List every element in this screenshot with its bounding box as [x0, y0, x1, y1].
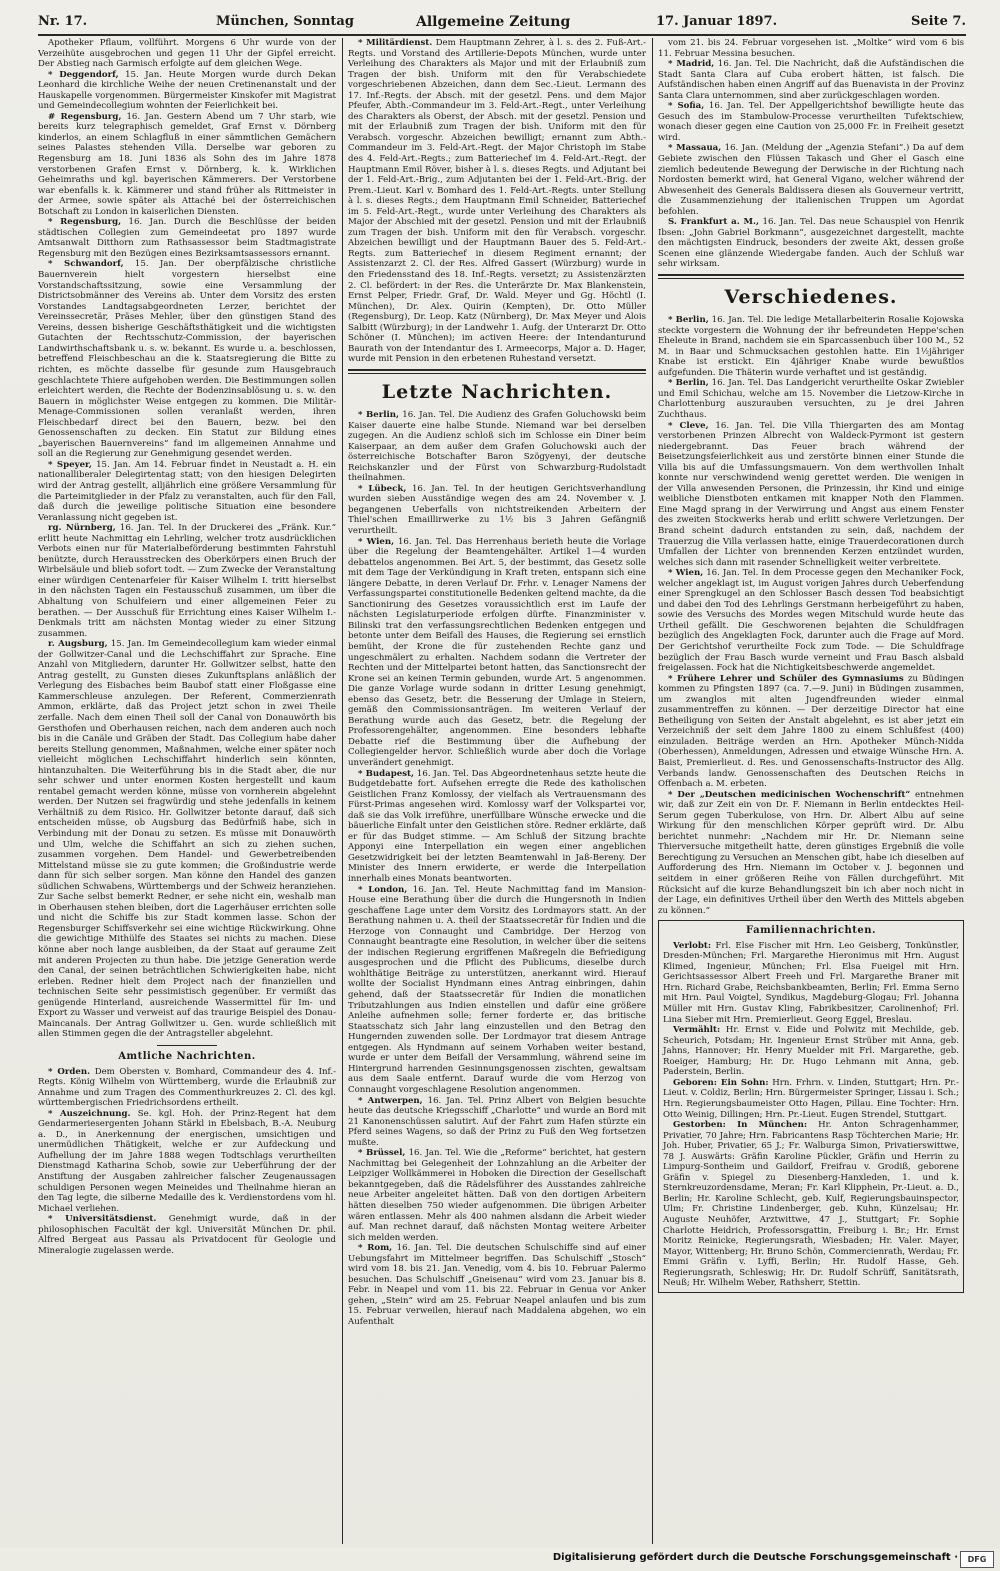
- article-dateline: * Sofia,: [668, 101, 705, 112]
- article-dateline: * Berlin,: [668, 315, 709, 326]
- article-dateline: * Schwandorf,: [48, 259, 124, 270]
- article-paragraph: [658, 315, 964, 378]
- article-paragraph: [658, 568, 964, 673]
- article-dateline: * Berlin,: [358, 409, 400, 420]
- article-text: 16. Jan. Tel. Die ledige Metallarbeiterin Rosalie Kojowska steckte vorgestern die Wohnung der ihr befreundeten Heppe'schen Eheleute in Brand, nachdem sie ein Sparcassenbuch über 100 M., 52 M. in Baar und Schmucksachen gestohlen hatte. Ein 1½jähriger Knabe ist erstickt. Ein 4jähriger Knabe wurde bewußtlos aufgefunden. Die Thäterin wurde verhaftet und ist geständig.: [658, 315, 964, 378]
- article-dateline: * Frühere Lehrer und Schüler des Gymnasiums: [668, 673, 904, 684]
- article-dateline: * Rom,: [358, 1243, 393, 1254]
- article-text: Genehmigt wurde, daß in der philosophischen Facultät der kgl. Universität München Dr. phil. Alfred Bergeat aus Passau als Privatdocent für Geologie und Mineralogie zugelassen werde.: [38, 1214, 336, 1256]
- article-text: 16. Jan. Durch die Beschlüsse der beiden städtischen Collegien zum Gemeindeetat pro 1897 wurde Amtsanwalt Ditthorn zum Rathsassessor beim Stadtmagistrate Regensburg mit den Bezügen eines Bezirksamtsassessors ernannt.: [38, 217, 336, 259]
- article-dateline: Vermählt:: [673, 1025, 721, 1036]
- article-text: 16. Jan. Tel. In dem Processe gegen den Mechaniker Fock, welcher angeklagt ist, im August vorigen Jahres durch Ueberfendung einer Sprengkugel an den Schlosser Basch dessen Tod beabsichtigt und dabei den Tod des Lehrlings Gerstmann herbeigeführt zu haben, sowie des Versuchs des Mordes wegen Mitschuld wurde heute das Urtheil gefällt. Die Geschworenen bejahten die Schuldfragen bezüglich des Angeklagten Fock, darunter auch die Frage auf Mord. Der Gerichtshof verurtheilte Fock zum Tode. — Die Schuldfrage bezüglich der Frau Basch wurde verneint und Frau Basch alsbald freigelassen. Fock hat die Nichtigkeitsbeschwerde angemeldet.: [658, 568, 964, 674]
- article-text: Hrn. Frhrn. v. Linden, Stuttgart; Hrn. Pr.-Lieut. v. Coldiz, Berlin; Hrn. Bürgermeister Springer, Lissau i. Sch.; Hrn. Regierungsbaumeister Otto Hagen, Pillau. Eine Tochter: Hrn. Otto Weinig, Dillingen; Hrn. Pr.-Lieut. Eugen Strendel, Stuttgart.: [663, 1077, 959, 1120]
- article-dateline: Gestorben: In München:: [673, 1120, 808, 1131]
- article-paragraph: [663, 941, 959, 1025]
- article-paragraph: [658, 38, 964, 59]
- article-paragraph: [38, 523, 336, 639]
- article-paragraph: [348, 1243, 646, 1327]
- article-text: 16. Jan. Tel. Die Nachricht, daß die Aufständischen die Stadt Santa Clara auf Cuba erobert hätten, ist falsch. Die Aufständischen haben einen Angriff auf das Buenavista in der Provinz Santa Clara unternommen, sind aber zurückgeschlagen worden.: [658, 59, 964, 101]
- article-dateline: * Brüssel,: [358, 1148, 406, 1159]
- article-dateline: * Antwerpen,: [358, 1095, 423, 1106]
- article-text: Hr. Ernst v. Eide und Polwitz mit Mechilde, geb. Scheurich, Potsdam; Hr. Ingenieur Ernst Strüber mit Anna, geb. Jahns, Hannover; Hr. Henry Muelder mit Frl. Margarethe, geb. Roeiger, Hamburg; Hr. Dr. Hugo Lehmann mit Anna, geb. Paderstein, Berlin.: [663, 1025, 960, 1078]
- article-text: vom 21. bis 24. Februar vorgesehen ist. „Moltke“ wird vom 6 bis 11. Februar Messina besuchen.: [658, 38, 964, 59]
- article-paragraph: [658, 421, 964, 569]
- article-text: 16. Jan. Tel. Die deutschen Schulschiffe sind auf einer Uebungsfahrt im Mittelmeer begriffen. Das Schulschiff „Stosch“ wird vom 18. bis 21. Jan. Venedig, vom 4. bis 10. Februar Palermo besuchen. Das Schulschiff „Gneisenau“ wird vom 23. Januar bis 8. Febr. in Neapel und vom 11. bis 22. Februar in Genua vor Anker gehen, „Stein“ wird am 25. Februar Neapel anlaufen und bis zum 15. Februar verweilen, hierauf nach Maddalena abgehen, wo ein Aufenthalt: [348, 1243, 646, 1327]
- column-1: [38, 38, 336, 1546]
- column-divider-1: [342, 38, 343, 1544]
- familien-articles: [663, 941, 959, 1289]
- article-paragraph: [38, 38, 336, 70]
- article-text: 16. Jan. Tel. Die Villa Thiergarten des am Montag verstorbenen Prinzen Albrecht von Waldeck-Pyrmont ist gestern niedergebrannt. Das Feuer brach während der Beisetzungsfeierlichkeit aus und zerstörte binnen einer Stunde die Villa bis auf die Umfassungsmauern. Von dem werthvollen Inhalt konnte nur verschwindend wenig gerettet werden. Die wenigen in der Villa anwesenden Personen, die Prinzessin, ihr Kind und einige weibliche Dienstboten entkamen mit knapper Noth den Flammen. Eine Magd sprang in der Verwirrung und Angst aus einem Fenster des zweiten Stockwerks herab und erlitt schwere Verletzungen. Der Brand scheint dadurch entstanden zu sein, daß, nachdem der Trauerzug die Villa verlassen hatte, einige Trauerdecorationen durch Umfallen der Lichter von brennenden Kerzen entzündet wurden, welches sich dann mit rasender Schnelligkeit weiter verbreitete.: [658, 420, 964, 568]
- issue-date: 17. Januar 1897.: [656, 14, 778, 29]
- column-1-articles: [38, 38, 336, 1040]
- article-dateline: * Deggendorf,: [48, 69, 119, 80]
- article-dateline: * Budapest,: [358, 768, 414, 779]
- article-dateline: * Wien,: [668, 568, 704, 579]
- article-dateline: * Regensburg,: [48, 217, 122, 228]
- article-paragraph: [38, 70, 336, 112]
- article-dateline: * Madrid,: [668, 59, 715, 70]
- article-text: 16. Jan. Tel. Das Herrenhaus berieth heute die Vorlage über die Regelung der Beamtengehälter. Artikel 1—4 wurden debattelos angenommen. Bei Art. 5, der bestimmt, das Gesetz solle mit dem Tage der Verkündigung in Kraft treten, entspann sich eine längere Debatte, in deren Verlauf Dr. Frhr. v. Lenager Namens der Verfassungspartei constitutionelle Bedenken geltend machte, da die Sanctionirung des Gesetzes voraussichtlich erst im Laufe der nächsten Legislaturperiode erfolgen dürfte. Finanzminister v. Bilinski trat den verfassungsrechtlichen Bedenken entgegen und betonte unter dem Beifall des Hauses, die Regierung sei ernstlich bemüht, der Krone die für zustehenden Rechte ganz und ungeschmälert zu erhalten. Nachdem sodann die Vertreter der Rechten und der Mittelpartei betont hatten, das Sanctionsrecht der Krone sei an keinen Termin gebunden, wurde Art. 5 angenommen. Die ganze Vorlage wurde sodann in dritter Lesung genehmigt, ebenso das Gesetz, betr. die Besserung der Umlage in Steiern, gemäß den Commissionsanträgen. Im weiteren Verlauf der Berathung wurde auch das Gesetz, betr. die Regelung der Professorengehälter, angenommen. Eine besonders lebhafte Debatte rief die Bestimmung über die Aufhebung der Collegiengelder hervor. Schließlich wurde aber doch die Vorlage unverändert genehmigt.: [348, 536, 646, 768]
- article-paragraph: [348, 537, 646, 769]
- article-text: 15. Jan. Am 14. Februar findet in Neustadt a. H. ein nationalliberaler Delegirtentag statt; von den hiesigen Delegirten wird der Antrag gestellt, alljährlich eine größere Versammlung für die Parteimitglieder in der Pfalz zu veranstalten, auch für den Fall, daß durch die jeweilige politische Situation eine besondere Veranlassung nicht gegeben ist.: [38, 459, 336, 523]
- article-paragraph: [38, 1067, 336, 1109]
- city-day: München, Sonntag: [216, 14, 354, 29]
- article-paragraph: [38, 1214, 336, 1256]
- article-dateline: # Regensburg,: [48, 111, 122, 122]
- section-rule: [658, 274, 964, 279]
- article-dateline: * Speyer,: [48, 459, 92, 470]
- article-paragraph: [348, 484, 646, 537]
- article-text: Se. kgl. Hoh. der Prinz-Regent hat dem Gendarmeriesergenten Johann Stärkl in Ebelsbach, B.-A. Neuburg a. D., in Anerkennung der energischen, umsichtigen und unermüdlichen Thätigkeit, welche er zur Aufdeckung und Aufhellung der im Jahre 1888 wegen Todtschlags verurtheilten Dienstmagd Katharina Schob, sowie zur Ueberführung der der Anstiftung der Ausgaben zahlreicher falscher Zeugenaussagen schuldigen Personen wegen Meineides und Theilnahme hieran an den Tag legte, die silberne Medaille des k. Verdienstordens vom hl. Michael verliehen.: [38, 1108, 336, 1214]
- article-paragraph: [38, 112, 336, 217]
- article-dateline: r. Augsburg,: [48, 639, 108, 650]
- page-label: Seite 7.: [911, 14, 966, 29]
- section-title-amtlich: Amtliche Nachrichten.: [118, 1050, 256, 1062]
- article-text: entnehmen wir, daß zur Zeit ein von Dr. F. Niemann in Berlin entdecktes Heil-Serum gegen Tuberkulose, von Hrn. Dr. Albert Albu auf seine Wirkung für den menschlichen Körper geprüft wird. Dr. Albu berichtet nunmehr: „Nachdem mir Hr. Dr. Niemann seine Thierversuche mitgetheilt hatte, deren günstiges Ergebniß die volle Berechtigung zu Versuchen an Menschen gibt, habe ich dieselben auf Aufforderung des Hrn. Niemann im October v. J. begonnen und seitdem in einer größeren Reihe von Fällen durchgeführt. Mit Rücksicht auf die kurze Behandlungszeit bin ich aber noch nicht in der Lage, ein definitives Urtheil über den Werth des Mittels abgeben zu können.“: [658, 789, 964, 916]
- article-paragraph: [658, 217, 964, 270]
- column-divider-2: [652, 38, 653, 1544]
- article-text: 16. Jan. Tel. Das Landgericht verurtheilte Oskar Zwiebler und Emil Schichau, welche am 15. November die Lietzow-Kirche in Charlottenburg auszurauben versuchten, zu je drei Jahren Zuchthaus.: [658, 378, 964, 420]
- page-header: [38, 12, 966, 34]
- article-text: 16. Jan. Tel. Die Audienz des Grafen Goluchowski beim Kaiser dauerte eine halbe Stunde. Niemand war bei derselben zugegen. An die Audienz schloß sich im Schlosse ein Diner beim Kaiserpaar, an dem außer dem Grafen Goluchowski auch der österreichische Botschafter Baron Szögyenyi, der deutsche Reichskanzler und der Fürst von Schwarzburg-Rudolstadt theilnahmen.: [348, 409, 646, 484]
- column-3: [658, 38, 964, 1546]
- article-text: 16. Jan. Tel. Das Abgeordnetenhaus setzte heute die Budgetdebatte fort. Aufsehen erregte die Rede des katholischen Geistlichen Franz Komlossy, der vielfach als Vertrauensmann des Fürst-Primas angesehen wird. Komlossy warf der Volkspartei vor, daß sie das Volk irreführe, unerfüllbare Wünsche erwecke und die bäuerliche Einfalt unter den Geistlichen störe. Redner erklärte, daß er für das Budget stimme. — Am Schluß der Sitzung brachte Apponyi eine Interpellation ein wegen einer angeblichen Gesetzwidrigkeit bei der letzten Beamtenwahl in Jaß-Bereny. Der Minister des Innern erwiderte, er werde die Interpellation innerhalb eines Monats beantworten.: [348, 768, 646, 885]
- column-2-articles: [348, 38, 646, 365]
- article-paragraph: [658, 143, 964, 217]
- article-dateline: * Berlin,: [668, 378, 709, 389]
- article-dateline: * Auszeichnung.: [48, 1108, 131, 1119]
- article-paragraph: [348, 38, 646, 365]
- article-text: 16. Jan. Tel. Das neue Schauspiel von Henrik Ibsen: „John Gabriel Borkmann“, ausgezeichnet dargestellt, machte den mächtigsten Eindruck, besonders der zweite Akt, dessen große Scenen eine glänzende Wiedergabe fanden. Auch der Schluß war sehr wirksam.: [658, 217, 964, 270]
- article-dateline: * Lübeck,: [358, 483, 407, 494]
- article-paragraph: [38, 1109, 336, 1214]
- letzte-articles: [348, 410, 646, 1328]
- section-title-verschiedenes: Verschiedenes.: [724, 286, 898, 309]
- issue-number: Nr. 17.: [38, 14, 88, 29]
- article-paragraph: [658, 101, 964, 143]
- article-paragraph: [663, 1078, 959, 1120]
- article-text: 15. Jan. Im Gemeindecollegium kam wieder einmal der Gollwitzer-Canal und die Lechschiffahrt zur Sprache. Eine Anzahl von Mitgliedern, darunter Hr. Gollwitzer selbst, hatte den Antrag gestellt, zu Gunsten dieses Zukunftsplans anläßlich der Verlegung des Eisbaches beim Baubof statt einer Floßgasse eine Kammerschleuse anzulegen. Der Referent, Commerzienrath Ammon, erklärte, daß das Project jetzt schon in zwei Theile zerfalle. Nach dem einen Theil soll der Canal von Donauwörth bis Gersthofen und Oberhausen reichen, nach dem anderen auch noch bis in die Canäle und Gräben der Stadt. Das Collegium habe daher bereits Stellung genommen, Maßnahmen, welche einer später noch vielleicht möglichen Lechschiffahrt hinderlich sein könnten, hintanzuhalten. Die Weiterführung bis in die Stadt aber, die nur sehr schwer und unter enormen Kosten hergestellt und kaum rentabel gemacht werden könne, müsse von vornherein abgelehnt werden. Der Nutzen sei fragwürdig und stehe jedenfalls in keinem Verhältniß zu dem Risico. Hr. Gollwitzer betonte darauf, daß sich entscheiden müsse, ob Augsburg das Bedürfniß habe, sich in Verbindung mit der Donau zu setzen. Es müsse mit Donauwörth und Ulm, welche die Schiffahrt an sich zu ziehen suchen, zusammen vorgehen. Dem Handel- und Gewerbetreibenden Mittelstand müsse sie zu gute kommen; die Großindustrie werde dann für sich selber sorgen. Man könne den Handel des ganzen südlichen Schwabens, Württembergs und der Schweiz heranziehen. Zur Sache selbst bemerkt Redner, er sehe nicht ein, weshalb man in Oberhausen stehen bleiben, dort die Lagerhäuser errichten solle und nicht die Schiffe bis zur Stadt kommen lasse. Schon der Regensburger Schiffsverkehr sei eine wichtige Rückwirkung. Ohne die gewichtige Mithülfe des Staates sei nichts zu machen. Diese könne aber noch lange ausbleiben, da der Staat auf geraume Zeit mit anderen Projecten zu thun habe. Die jetzige Generation werde den Canal, der seinen beträchtlichen Schwierigkeiten habe, nicht erleben. Redner hielt dem Project nach der finanziellen und technischen Seite sehr pessimistisch gegenüber. Er vermißt das genügende Hinterland, ausreichende Wassermittel für Im- und Export zu Wasser und verweist auf das traurige Beispiel des Donau-Maincanals. Der Antrag Gollwitzer u. Gen. wurde schließlich mit allen Stimmen gegen die der Antragsteller abgelehnt.: [38, 639, 336, 1040]
- article-paragraph: [658, 674, 964, 790]
- article-paragraph: [663, 1025, 959, 1078]
- article-dateline: rg. Nürnberg,: [48, 523, 116, 534]
- column-2: [348, 38, 646, 1546]
- verschiedenes-articles: [658, 315, 964, 916]
- article-text: 16. Jan. Tel. Prinz Albert von Belgien besuchte heute das deutsche Kriegsschiff „Charlotte“ und wurde an Bord mit 21 Kanonenschüssen salutirt. Auf der Fahrt zum Hafen stürzte ein Pferd seines Wagens, so daß der Prinz zu Fuß den Weg fortsetzen mußte.: [348, 1095, 646, 1148]
- article-paragraph: [38, 259, 336, 459]
- article-paragraph: [658, 59, 964, 101]
- article-dateline: S. Frankfurt a. M.,: [668, 217, 759, 228]
- amtlich-articles: [38, 1067, 336, 1257]
- article-paragraph: [658, 790, 964, 917]
- article-text: 16. Jan. Gestern Abend um 7 Uhr starb, wie bereits kurz telegraphisch gemeldet, Graf Ernst v. Dörnberg kinderlos, an einem Schlagfluß in einer sämmtlichen Gemächern seines Palastes stehenden Villa. Derselbe war geboren zu Regensburg am 18. Juni 1836 als Sohn des im Jahre 1878 verstorbenen Grafen Ernst v. Dörnberg, k. k. Wirklichen Geheimraths und kgl. bayerischen Kämmerers. Der Verstorbene war ebenfalls k. k. Kämmerer und stand früher als Rittmeister in der Armee, sowie später als Attaché bei der österreichischen Botschaft zu London in kaiserlichen Diensten.: [38, 111, 336, 217]
- footer-bar: [0, 1548, 1000, 1571]
- article-paragraph: [348, 1148, 646, 1243]
- section-title-letzte: Letzte Nachrichten.: [381, 380, 613, 403]
- article-dateline: * London,: [358, 884, 408, 895]
- article-paragraph: [663, 1120, 959, 1289]
- article-dateline: * Universitätsdienst.: [48, 1214, 157, 1225]
- article-text: 16. Jan. Tel. Wie die „Reforme“ berichtet, hat gestern Nachmittag bei Gelegenheit der Lohnzahlung an die Arbeiter der Leipziger Wollkämmerei in Hoboken die Direction der Gesellschaft bekanntgegeben, daß die Rädelsführer des Ausstandes zahlreiche neue Arbeiter angeleitet hätten. Daß von den dortigen Arbeitern hätten dieselben 750 wieder aufgenommen. Die übrigen Arbeiter wären entlassen. Mehr als 400 nahmen alsdann die Arbeit wieder auf. Man rechnet darauf, daß nächsten Montag weitere Arbeiter sich melden werden.: [348, 1148, 646, 1243]
- article-dateline: * Militärdienst.: [358, 38, 433, 48]
- article-dateline: Verlobt:: [673, 940, 712, 951]
- section-rule: [348, 369, 646, 374]
- article-paragraph: [38, 217, 336, 259]
- article-dateline: * Wien,: [358, 536, 395, 547]
- family-notices-box: [658, 920, 964, 1293]
- header-rule: [38, 34, 966, 36]
- article-text: zu Büdingen kommen zu Pfingsten 1897 (ca. 7.—9. Juni) in Büdingen zusammen, um zwanglos mit alten Jugendfreunden wieder einmal zusammentreffen zu können. — Der derzeitige Director hat eine Betheiligung von Seiten der Anstalt abgelehnt, es ist aber jetzt ein Verzeichniß der seit dem Jahre 1800 zu einem Schlußfest (400) einzuladen. Beiträge werden an Hrn. Apotheker Münch-Nidda (Oberhessen), Anmeldungen, Adressen und etwaige Wünsche Hrn. A. Baist, Premierlieut. d. Res. und Genossenschafts-Instructor des Allg. Verbands landw. Genossenschaften des Deutschen Reichs in Offenbach a. M. erbeten.: [658, 673, 964, 790]
- article-paragraph: [348, 410, 646, 484]
- article-text: 15. Jan. Heute Morgen wurde durch Dekan Leonhard die kirchliche Weihe der neuen Cretinenanstalt und der Hauskapelle vorgenommen. Bürgermeister Kinskofer mit Magistrat und Gemeindecollegium wohnten der Feierlichkeit bei.: [38, 69, 336, 112]
- article-paragraph: [38, 460, 336, 523]
- section-title-familien: Familiennachrichten.: [746, 925, 876, 937]
- article-text: Dem Obersten v. Bomhard, Commandeur des 4. Inf.-Regts. König Wilhelm von Württemberg, wurde die Erlaubniß zur Annahme und zum Tragen des Commenthurkreuzes 2. Cl. des kgl. württembergischen Friedrichsordens ertheilt.: [38, 1066, 336, 1109]
- dfg-logo: DFG: [960, 1551, 994, 1568]
- article-paragraph: [348, 885, 646, 1096]
- article-paragraph: [658, 378, 964, 420]
- article-text: 16. Jan. Tel. Heute Nachmittag fand im Mansion-House eine Berathung über die durch die Hungersnoth in Indien geschaffene Lage unter dem Vorsitz des Lordmayors statt. An der Berathung nahmen u. A. theil der Staatssecretär für Indien und die Herzoge von Connaught und Cambridge. Der Herzog von Connaught beantragte eine Resolution, in welcher über die seitens der indischen Regierung ergriffenen Maßregeln die Befriedigung ausgesprochen und die Pflicht des Publicums, dieselbe durch wohlthätige Beiträge zu unterstützen, anerkannt wird. Hierauf wollte der Socialist Hyndmann eines Antrag einbringen, dahin gehend, daß der Staatssecretär für Indien die monatlichen Tributzahlungen aus Indien einstellen und dafür eine größere Anleihe aufnehmen solle; ferner forderte er, das britische Staatsschatz sich Jahr lang einzustellen und den Betrag den Hungernden zuwenden solle. Der Lordmayor trat diesem Antrage entgegen. Als Hyndmann auf seinem Vorhaben weiter bestand, wurde er unter dem Beifall der Versammlung, während seine im Hintergrund harrenden Gesinnungsgenossen zischten, gewaltsam aus dem Saale entfernt. Darauf wurde die vom Herzog von Connaught vorgeschlagene Resolution angenommen.: [348, 884, 646, 1095]
- article-text: Apotheker Pflaum, vollführt. Morgens 6 Uhr wurde von der Verzeihüte ausgebrochen und gegen 11 Uhr der Gipfel erreicht. Der Abstieg nach Garmisch erfolgte auf dem gleichen Wege.: [38, 38, 336, 70]
- article-dateline: * Der „Deutschen medicinischen Wochenschrift“: [668, 789, 911, 800]
- article-text: 16. Jan. Tel. In der Druckerei des „Fränk. Kur.“ erlitt heute Nachmittag ein Lehrling, welcher trotz ausdrücklichen Verbots einen nur für Materialbeförderung bestimmten Fahrstuhl benützte, durch Herausstrecken des Oberkörpers einen Bruch der Wirbelsäule und blieb sofort todt. — Zum Zwecke der Veranstaltung einer würdigen Centenarfeier für Kaiser Wilhelm I. tritt hierselbst in den nächsten Tagen ein Festausschuß zusammen, um über die Abhaltung von Schulfeiern und einer allgemeinen Feier zu berathen. — Der Ausschuß für Errichtung eines Kaiser Wilhelm I.-Denkmals tritt am nächsten Montag wieder zu einer Sitzung zusammen.: [38, 523, 336, 639]
- article-dateline: * Massaua,: [668, 143, 722, 154]
- article-text: Frl. Else Fischer mit Hrn. Leo Geisberg, Tonkünstler, Dresden-München; Frl. Margarethe Hieronimus mit Hrn. August Klimed, Ingenieur, München; Frl. Elsa Fueigel mit Hrn. Gerichtsassessor Albert Freeh und Frl. Margarethe Braner mit Hrn. Richard Grabe, Reichsbankbeamten, Berlin; Frl. Emma Serno mit Hrn. Paul Voigtel, Syndikus, Magdeburg-Glogau; Frl. Johanna Müller mit Hrn. Gustav Kling, Fabrikbesitzer, Carolinenhof; Frl. Lina Sieber mit Hrn. Premierlieut. Georg Eggel, Breslau.: [663, 940, 959, 1025]
- article-text: Hr. Anton Schragenhammer, Privatier, 70 Jahre; Hrn. Fabricantens Rasp Töchterchen Marie; Hr. Joh. Huber, Privatier, 65 J.; Fr. Walburga Simon, Privatierswittwe, 78 J. Auswärts: Gräfin Karoline Pückler, Gräfin und Herrin zu Limpurg-Sontheim und Gaildorf, Freifrau v. Grodiß, geborene Gräfin v. Spiegel zu Diesenberg-Hanxleden, 1. und k. Sternkreuzordensdame, Meran; Fr. Karl Klipphein, Pr.-Lieut. a. D., Berlin; Hr. Karoline Schlecht, geb. Kulf, Regierungsbauinspector, Ulm; Fr. Christine Lindenberger, geb. Kuhn, Künzelsau; Hr. Auguste Neuhöfer, Arztwittwe, 47 J., Stuttgart; Fr. Sophie Charlotte Heidrich, Professorsgattin, Freiburg i. Br.; Hr. Ernst Moritz Reinicke, Regierungsrath, Wiesbaden; Hr. Valer. Mayer, Mayor, Wittenberg; Hr. Bruno Schön, Commercienrath, Werdau; Fr. Emmi Gräfin v. Lyffi, Berlin; Hr. Rudolf Hasse, Geh. Regierungsrath, Schleswig; Hr. Dr. Rudolf Schrüff, Sanitätsrath, Neuß; Hr. Wilhelm Weber, Rathsherr, Stettin.: [663, 1120, 960, 1289]
- article-paragraph: [348, 1096, 646, 1149]
- article-text: Dem Hauptmann Zehrer, à l. s. des 2. Fuß-Art.-Regts. und Vorstand des Artillerie-Depots München, wurde unter Verleihung des Charakters als Major und mit der Erlaubniß zum Tragen der bish. Uniform mit den für Verabschiedete vorgeschriebenen Abzeichen, dann dem Sec.-Lieut. Lermann des 17. Inf.-Regts. der Absch. mit der gesetzl. Pens. und dem Major Pfeufer, Abth.-Commandeur im 3. Feld-Art.-Regt., unter Verleihung des Charakters als Oberst, der Absch. mit der gesetzl. Pension und mit der Erlaubniß zum Tragen der bish. Uniform mit den für Verabsch. vorgeschr. Abzeichen bewilligt; ernannt zum Abth.-Commandeur im 3. Feld-Art.-Regt. der Major Christoph im Stabe des 4. Feld-Art.-Regts.; zum Batteriechef im 4. Feld-Art.-Regt. der Hauptmann Emil Röver, bisher à l. s. dieses Regts. und Adjutant bei der 1. Feld-Art.-Brig., zum Adjutanten bei der 1. Feld-Art.-Brig. der Prem.-Lieut. Karl v. Bomhard des 1. Feld-Art.-Regts. unter Stellung à l. s. dieses Regts.; dem Hauptmann Emil Schneider, Batteriechef im 5. Feld-Art.-Regt., wurde unter Verleihung des Charakters als Major der Abschied mit der gesetzl. Pension und mit der Erlaubniß zum Tragen der bish. Uniform mit den für Verabsch. vorgeschr. Abzeichen bewilligt und der Hauptmann Bauer des 5. Feld-Art.-Regts. zum Batteriechef in diesem Regiment ernannt; der Assistenzarzt 2. Cl. der Res. Alfred Gassert (Würzburg) wurde in den Friedensstand des 18. Inf.-Regts. versetzt; zu Assistenzärzten 2. Cl. befördert: in der Res. die Unterärzte Dr. Max Blankenstein, Ernst Pelper, Friedr. Graf, Dr. Wald. Meyer und Gg. Höchtl (I. München), Dr. Alex. Quirin (Kempten), Dr. Otto Müller (Regensburg), Dr. Leop. Katz (Nürnberg), Dr. Max Meyer und Alois Salbitt (Würzburg); in der Landwehr 1. Aufg. der Unterarzt Dr. Otto Schöner (I. München); im activen Heere: der Intendanturund Baurath von der Intendantur des I. Armeecorps, Major a. D. Hager, wurde mit Pension in den erbetenen Ruhestand versetzt.: [348, 38, 646, 365]
- article-dateline: * Orden.: [48, 1066, 91, 1077]
- article-text: 15. Jan. Der oberpfälzische christliche Bauernverein hielt vorgestern hierselbst eine Vorstandschaftssitzung, sowie eine Versammlung der Districtsobmänner des Vereins ab. Unter dem Vorsitz des ersten Vorstandes Landtagsabgeordneten Lerzer, berichtet der Vereinssecretär, Präses Mehler, über den günstigen Stand des Vereins, dessen bisherige Geschäftsthätigkeit und die wichtigsten Gutachten der Rechtsschutz-Commission, der bayerischen Landwirthschaftsbank u. s. w. bekannt. Es wurde u. a. beschlossen, betreffend Fleischbeschau an die k. Staatsregierung die Bitte zu richten, es möchte dasselbe für gesunde zum Hausgebrauch geschlachtete Thiere aufgehoben werden. Die Bestimmungen sollen erleichtert werden, die Rechte der Bodenzinsablösung u. s. w. den Bauern in möglichster Weise entgegen zu kommen. Die Militär-Menage-Commissionen sollen veranlaßt werden, ihren Fleischbedarf direct bei den Bauern, bezw. bei den Genossenschaften zu decken. Ein Statut zur Bildung eines „bayerischen Bauernvereins“ fand im allgemeinen Annahme und soll an die Regierung zur Genehmigung gesendet werden.: [38, 259, 336, 460]
- article-paragraph: [38, 639, 336, 1040]
- article-paragraph: [348, 769, 646, 885]
- article-text: 16. Jan. Tel. In der heutigen Gerichtsverhandlung wurden sieben Ausständige wegen des am 24. November v. J. begangenen Ueberfalls von nichtstreikenden Arbeitern der Thiel'schen Emaillirwerke zu 1½ bis 3 Jahren Gefängniß verurtheilt.: [348, 483, 646, 536]
- separator: [157, 1045, 217, 1046]
- column-3-articles: [658, 38, 964, 270]
- funding-credit: Digitalisierung gefördert durch die Deutsche Forschungsgemeinschaft ·: [552, 1552, 958, 1563]
- masthead: Allgemeine Zeitung: [416, 14, 571, 30]
- article-text: 16. Jan. Tel. Der Appellgerichtshof bewilligte heute das Gesuch des im Stambulow-Processe verurtheilten Tufektschiew, wonach dieser gegen eine Caution von 25,000 Fr. in Freiheit gesetzt wird.: [658, 101, 964, 143]
- article-text: 16. Jan. (Meldung der „Agenzia Stefani“.) Da auf dem Gebiete zwischen den Flüssen Takasch und Gher el Gasch eine ziemlich bedeutende Bewegung der Derwische in der Richtung nach Nordosten bemerkt wird, hat General Vigano, welcher während der Abwesenheit des Generals Baldissera diesen als Gouverneur vertritt, die Zusammenziehung der italienischen Truppen um Agordat befohlen.: [658, 143, 964, 217]
- article-dateline: * Cleve,: [668, 420, 709, 431]
- article-dateline: Geboren: Ein Sohn:: [673, 1077, 769, 1088]
